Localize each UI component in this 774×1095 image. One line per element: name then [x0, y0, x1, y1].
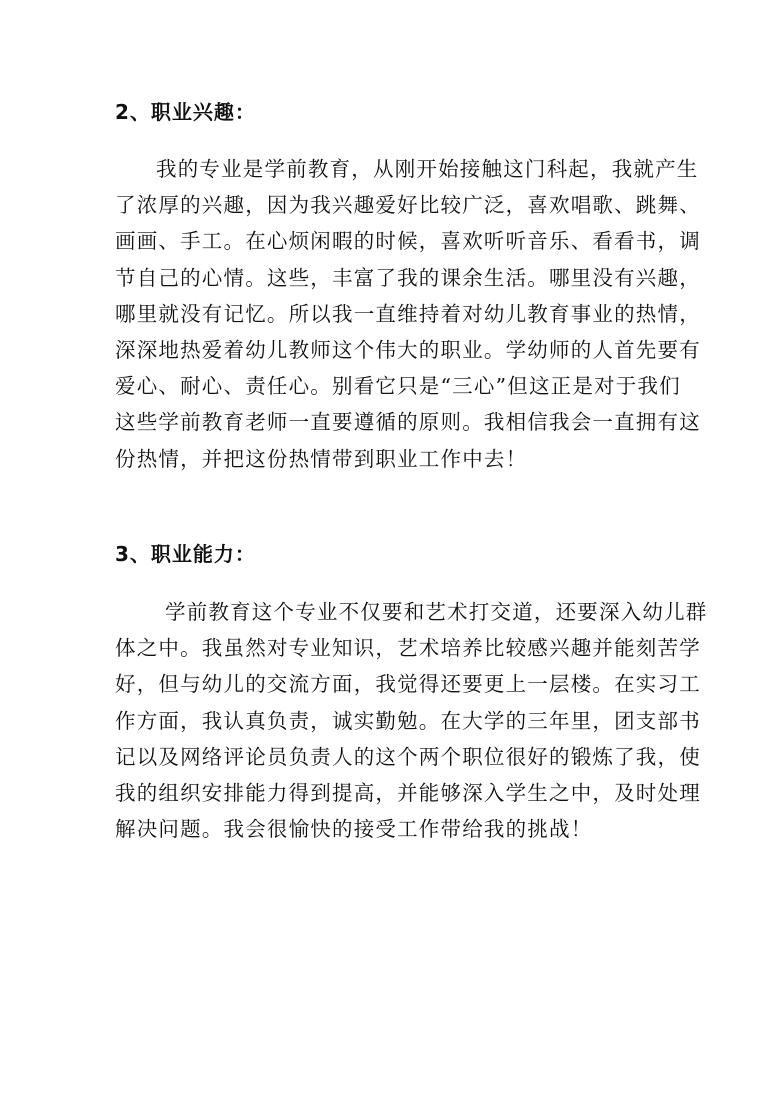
paragraph-line: 爱心、耐心、责任心。别看它只是“三心”但这正是对于我们	[115, 374, 681, 399]
paragraph-line: 体之中。我虽然对专业知识，艺术培养比较感兴趣并能刻苦学	[115, 636, 701, 661]
paragraph-line: 份热情，并把这份热情带到职业工作中去！	[115, 446, 528, 471]
paragraph-ability	[115, 594, 708, 847]
paragraph-interest	[115, 151, 701, 477]
paragraph-line: 画画、手工。在心烦闲暇的时候，喜欢听听音乐、看看书，调	[115, 229, 701, 254]
section-heading-interest: 2、职业兴趣：	[115, 100, 256, 124]
paragraph-line: 深深地热爱着幼儿教师这个伟大的职业。学幼师的人首先要有	[115, 337, 701, 362]
paragraph-line: 我的专业是学前教育，从刚开始接触这门科起，我就产生	[156, 157, 699, 181]
paragraph-line: 节自己的心情。这些，丰富了我的课余生活。哪里没有兴趣，	[115, 265, 701, 290]
paragraph-line: 这些学前教育老师一直要遵循的原则。我相信我会一直拥有这	[115, 410, 701, 435]
paragraph-line: 学前教育这个专业不仅要和艺术打交道，还要深入幼儿群	[165, 600, 708, 624]
paragraph-line: 我的组织安排能力得到提高，并能够深入学生之中，及时处理	[115, 780, 701, 805]
paragraph-line: 解决问题。我会很愉快的接受工作带给我的挑战！	[115, 817, 593, 842]
paragraph-line: 好，但与幼儿的交流方面，我觉得还要更上一层楼。在实习工	[115, 672, 701, 697]
section-heading-ability: 3、职业能力：	[115, 542, 256, 566]
paragraph-line: 作方面，我认真负责，诚实勤勉。在大学的三年里，团支部书	[115, 708, 701, 733]
paragraph-line: 了浓厚的兴趣，因为我兴趣爱好比较广泛，喜欢唱歌、跳舞、	[115, 193, 701, 218]
paragraph-line: 哪里就没有记忆。所以我一直维持着对幼儿教育事业的热情，	[115, 301, 701, 326]
paragraph-line: 记以及网络评论员负责人的这个两个职位很好的锻炼了我，使	[115, 744, 701, 769]
